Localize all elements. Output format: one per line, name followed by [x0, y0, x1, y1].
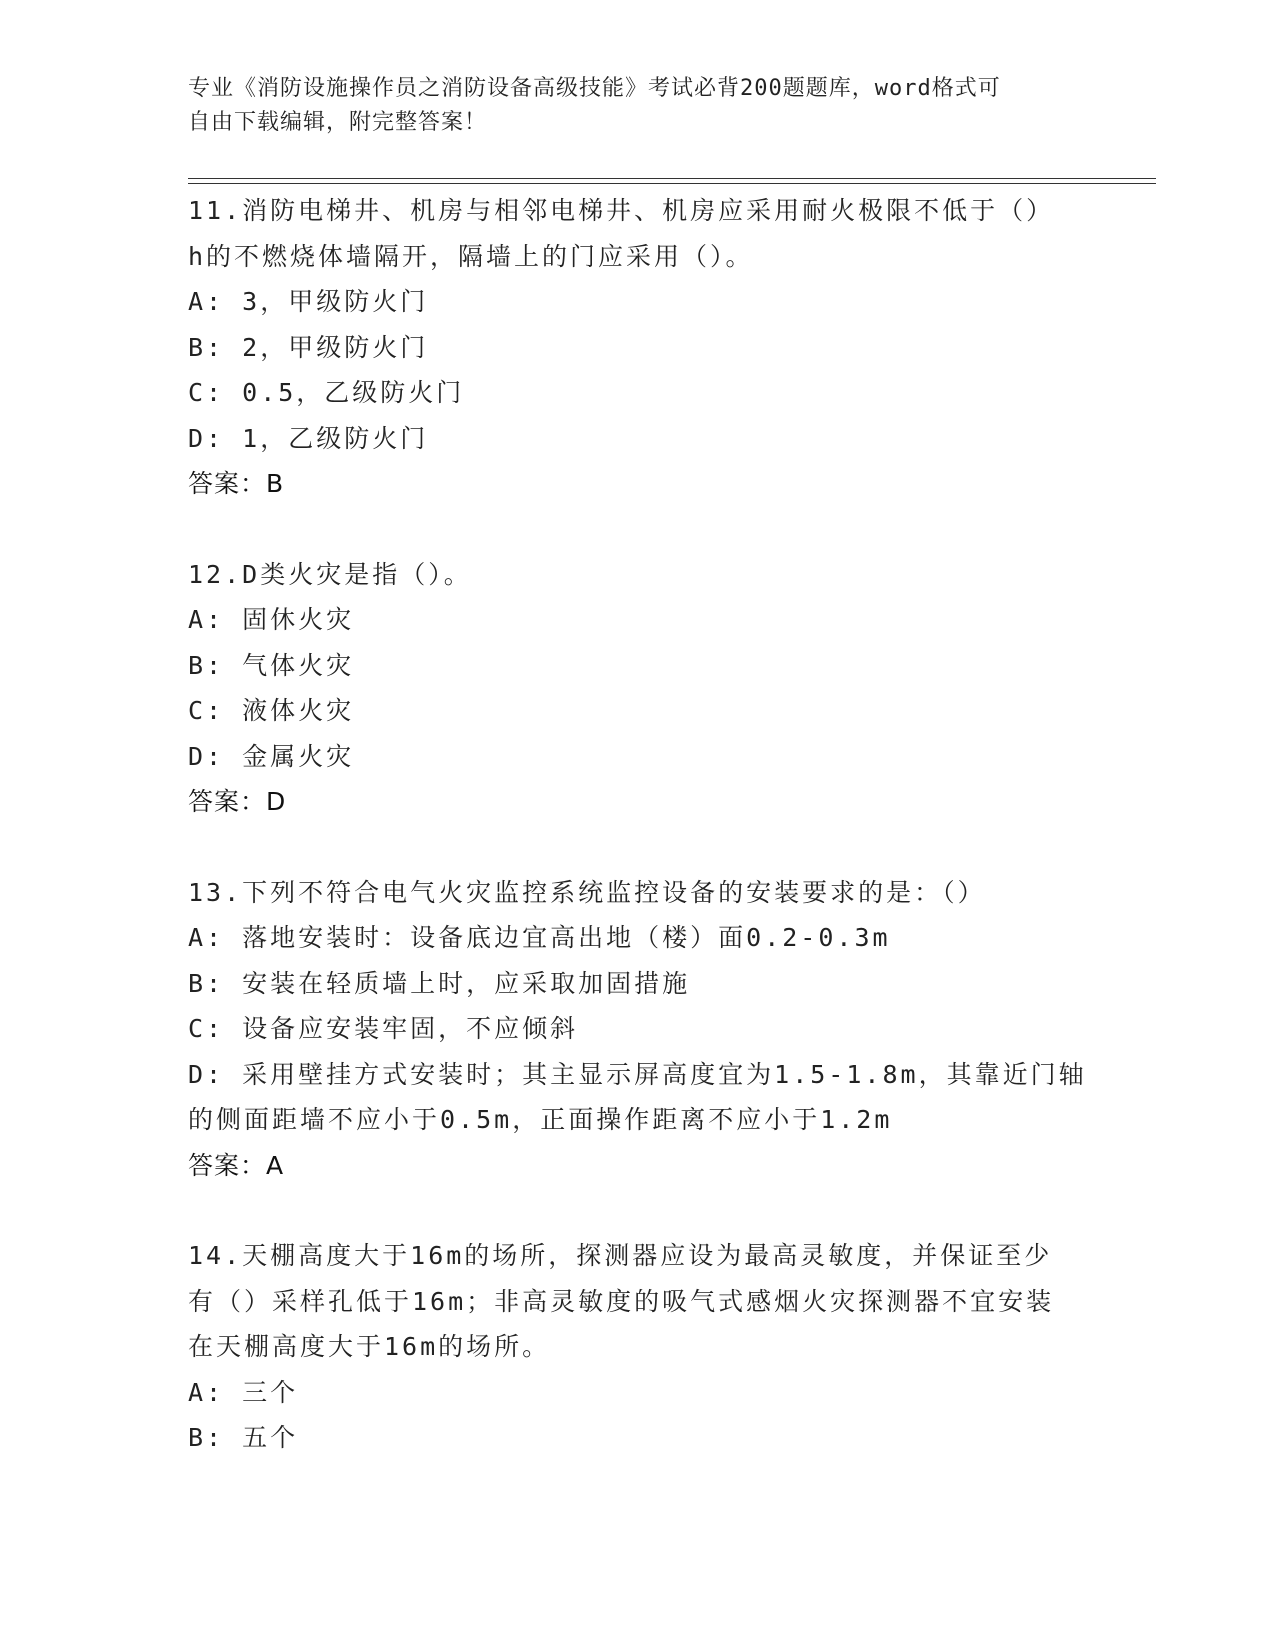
- question-text-line: 在天棚高度大于16m的场所。: [188, 1332, 551, 1361]
- question-text-line: 12.D类火灾是指（）。: [188, 559, 472, 589]
- option-a: A: 固休火灾: [188, 605, 355, 634]
- question-text-line: 14.天棚高度大于16m的场所，探测器应设为最高灵敏度，并保证至少: [188, 1241, 1053, 1270]
- answer-line: 答案：D: [188, 787, 287, 816]
- question-12: [188, 552, 1088, 825]
- document-header: [188, 72, 1088, 140]
- question-text-line: 13.下列不符合电气火灾监控系统监控设备的安装要求的是：（）: [188, 877, 986, 907]
- header-rule-top: [188, 178, 1156, 179]
- option-c: C: 设备应安装牢固，不应倾斜: [188, 1014, 579, 1043]
- option-b: B: 五个: [188, 1423, 299, 1452]
- header-rule-bottom: [188, 183, 1156, 184]
- question-14: [188, 1233, 1088, 1461]
- option-b: B: 气体火灾: [188, 650, 355, 680]
- answer-line: 答案：A: [188, 1150, 285, 1180]
- spacer: [188, 825, 1088, 870]
- option-d: D: 金属火灾: [188, 741, 355, 771]
- option-a: A: 落地安装时：设备底边宜高出地（楼）面0.2-0.3m: [188, 923, 891, 952]
- spacer: [188, 507, 1088, 552]
- question-list: [188, 188, 1088, 1461]
- option-d: D: 采用壁挂方式安装时；其主显示屏高度宜为1.5-1.8m，其靠近门轴: [188, 1059, 1087, 1089]
- option-d-continued: 的侧面距墙不应小于0.5m，正面操作距离不应小于1.2m: [188, 1105, 893, 1134]
- option-a: A: 三个: [188, 1377, 299, 1407]
- spacer: [188, 1188, 1088, 1233]
- option-b: B: 2，甲级防火门: [188, 332, 429, 362]
- header-line-2: 自由下载编辑，附完整答案！: [188, 110, 488, 135]
- question-text-line: 有（）采样孔低于16m；非高灵敏度的吸气式感烟火灾探测器不宜安装: [188, 1286, 1055, 1316]
- answer-line: 答案：B: [188, 469, 285, 498]
- question-11: [188, 188, 1088, 507]
- question-text-line: h的不燃烧体墙隔开，隔墙上的门应采用（）。: [188, 241, 754, 271]
- option-b: B: 安装在轻质墙上时，应采取加固措施: [188, 968, 691, 998]
- question-text-line: 11.消防电梯井、机房与相邻电梯井、机房应采用耐火极限不低于（）: [188, 196, 1055, 225]
- question-13: [188, 870, 1088, 1189]
- option-c: C: 液体火灾: [188, 696, 355, 725]
- header-line-1: 专业《消防设施操作员之消防设备高级技能》考试必背200题题库，word格式可: [188, 76, 1001, 101]
- option-d: D: 1，乙级防火门: [188, 423, 429, 453]
- option-a: A: 3，甲级防火门: [188, 287, 429, 316]
- option-c: C: 0.5，乙级防火门: [188, 378, 465, 407]
